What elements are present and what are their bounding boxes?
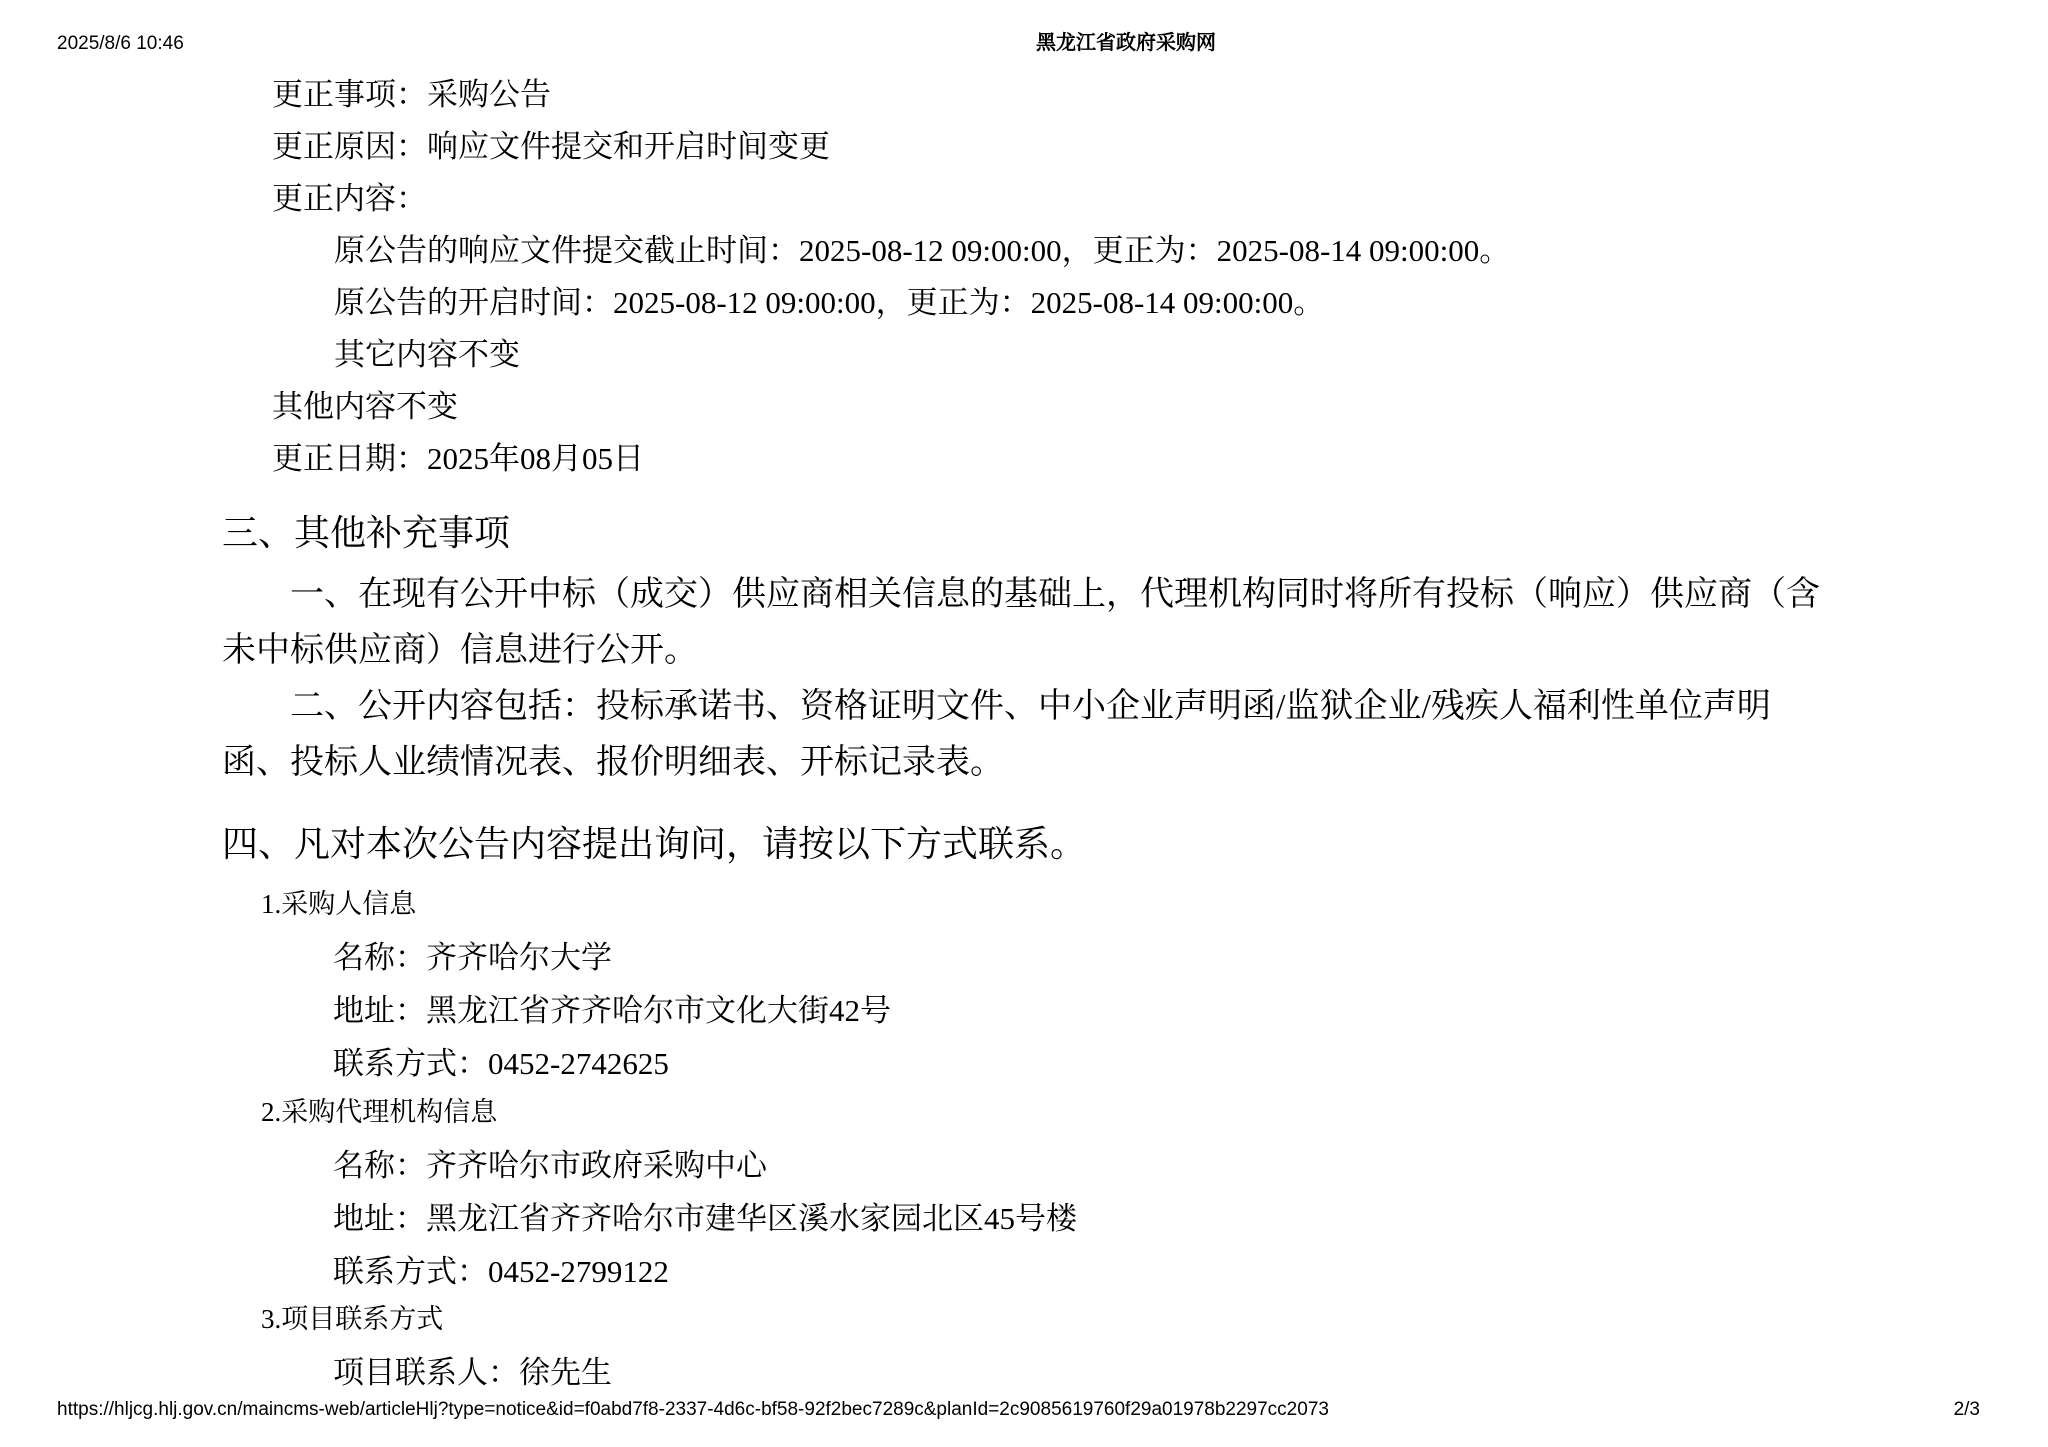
correction-detail-line: 原公告的响应文件提交截止时间：2025-08-12 09:00:00，更正为：2025-08-14 09:00:00。 bbox=[334, 233, 1511, 268]
paragraph-line: 二、公开内容包括：投标承诺书、资格证明文件、中小企业声明函/监狱企业/残疾人福利性单位声明 bbox=[290, 688, 1771, 725]
correction-detail-line: 原公告的开启时间：2025-08-12 09:00:00，更正为：2025-08-14 09:00:00。 bbox=[334, 285, 1325, 320]
contact-detail-name: 名称：齐齐哈尔市政府采购中心 bbox=[333, 1148, 767, 1183]
correction-item-line: 更正事项：采购公告 bbox=[272, 77, 551, 112]
contact-group-agency bbox=[0, 1086, 2048, 1298]
other-content-line: 其他内容不变 bbox=[272, 389, 458, 424]
print-header-datetime: 2025/8/6 10:46 bbox=[57, 33, 184, 54]
contact-group-label: 3.项目联系方式 bbox=[261, 1304, 444, 1334]
paragraph-supplement-2 bbox=[222, 679, 1922, 791]
section-three-heading: 三、其他补充事项 bbox=[222, 513, 511, 553]
contact-detail-person: 项目联系人：徐先生 bbox=[333, 1355, 612, 1390]
paragraph-line: 未中标供应商）信息进行公开。 bbox=[222, 632, 698, 669]
paragraph-line: 一、在现有公开中标（成交）供应商相关信息的基础上，代理机构同时将所有投标（响应）供应商（含 bbox=[290, 576, 1820, 613]
contact-detail-address: 地址：黑龙江省齐齐哈尔市建华区溪水家园北区45号楼 bbox=[333, 1201, 1077, 1236]
print-footer-url: https://hljcg.hlj.gov.cn/maincms-web/articleHlj?type=notice&id=f0abd7f8-2337-4d6c-bf58-92f2bec7289c&planId=2c9085619760f29a01978b2297cc2073 bbox=[57, 1399, 1329, 1420]
correction-content-label: 更正内容： bbox=[272, 181, 427, 216]
site-title: 黑龙江省政府采购网 bbox=[1036, 32, 1216, 54]
paragraph-line: 函、投标人业绩情况表、报价明细表、开标记录表。 bbox=[222, 744, 1004, 781]
paragraph-supplement-1 bbox=[222, 567, 1922, 679]
correction-date-line: 更正日期：2025年08月05日 bbox=[272, 441, 644, 476]
contact-group-label: 1.采购人信息 bbox=[261, 889, 417, 919]
page-indicator: 2/3 bbox=[1953, 1399, 1980, 1420]
correction-block bbox=[0, 69, 2048, 485]
section-four-heading: 四、凡对本次公告内容提出询问，请按以下方式联系。 bbox=[222, 824, 1087, 864]
contact-detail-name: 名称：齐齐哈尔大学 bbox=[333, 940, 612, 975]
contact-group-label: 2.采购代理机构信息 bbox=[261, 1097, 498, 1127]
correction-reason-line: 更正原因：响应文件提交和开启时间变更 bbox=[272, 129, 830, 164]
contact-detail-phone: 联系方式：0452-2799122 bbox=[333, 1254, 669, 1289]
contact-detail-phone: 联系方式：0452-2742625 bbox=[333, 1046, 669, 1081]
contact-group-project bbox=[0, 1293, 2048, 1399]
correction-detail-line: 其它内容不变 bbox=[334, 337, 520, 372]
contact-group-purchaser bbox=[0, 878, 2048, 1090]
contact-detail-address: 地址：黑龙江省齐齐哈尔市文化大街42号 bbox=[333, 993, 891, 1028]
